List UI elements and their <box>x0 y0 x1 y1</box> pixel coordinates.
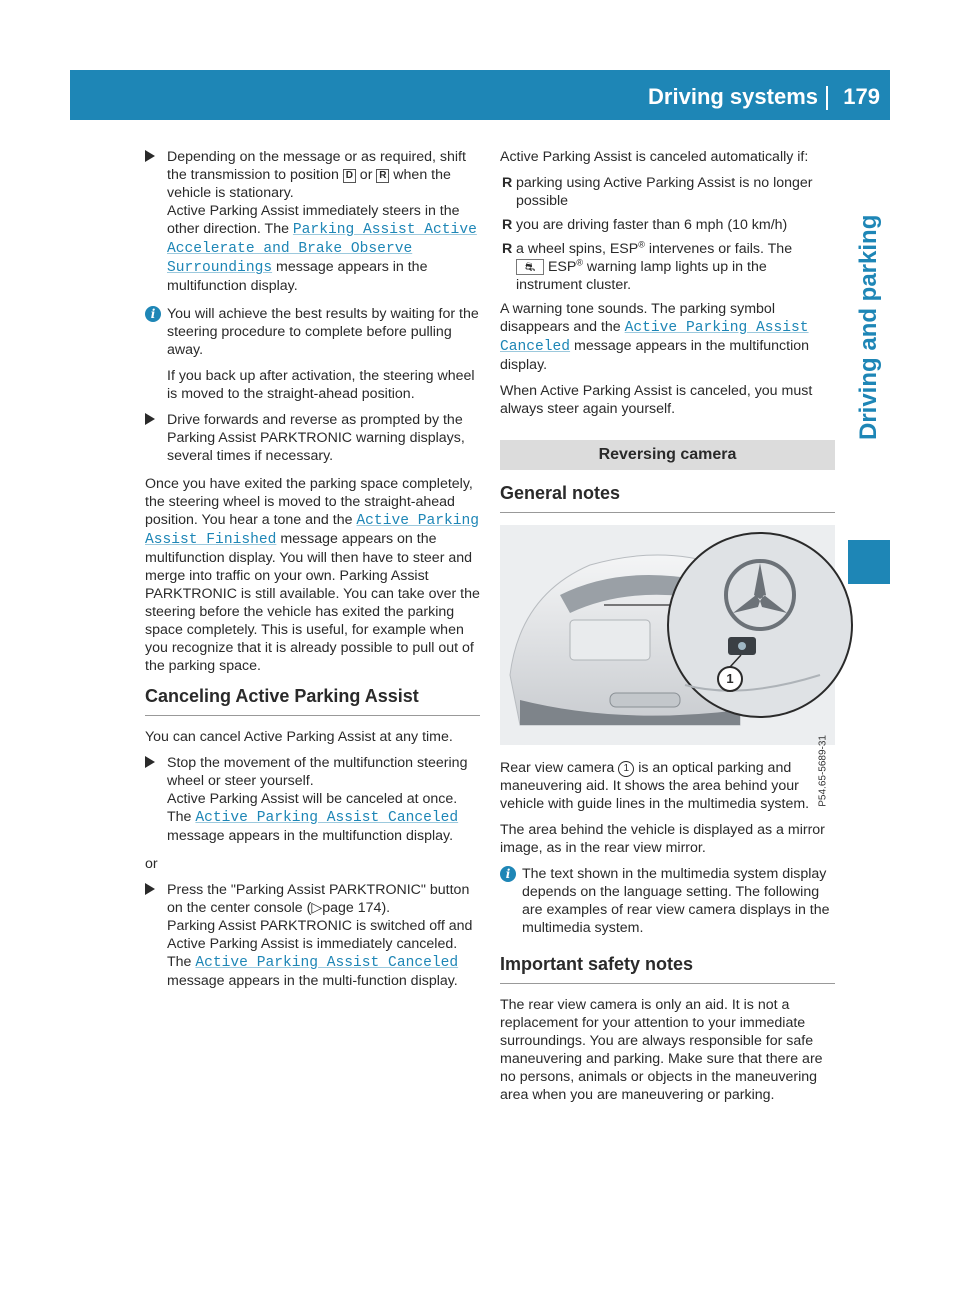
display-message: Active Parking Assist Finished <box>145 513 480 548</box>
step-arrow-icon <box>145 756 155 768</box>
display-message: Parking Assist Active Accelerate and Brake Observe Surroundings <box>167 222 477 276</box>
gear-d-icon: D <box>343 169 356 183</box>
page-header <box>70 70 890 120</box>
display-message: Active Parking Assist Canceled <box>500 320 809 355</box>
image-code: P54.65-5689-31 <box>818 735 829 807</box>
side-tab-label: Driving and parking <box>855 214 882 440</box>
step-arrow-icon <box>145 883 155 895</box>
car-rear-drawing <box>500 525 835 745</box>
section-heading: General notes <box>500 484 835 513</box>
side-tab <box>848 120 890 600</box>
instruction-step: Drive forwards and reverse as prompted by the Parking Assist PARKTRONIC warning displays, several times if necessary. <box>145 411 480 465</box>
paragraph: A warning tone sounds. The parking symbol disappears and the Active Parking Assist Canceled message appears in the multifunction display. <box>500 301 810 373</box>
info-note: i You will achieve the best results by waiting for the steering procedure to complete before pulling away. If you back up after activation, the steering wheel is moved to the straight-ahead position. <box>145 305 480 403</box>
paragraph: Rear view camera 1 is an optical parking and maneuvering aid. It shows the area behind your vehicle with guide lines in the multimedia system. <box>500 760 810 812</box>
paragraph: When Active Parking Assist is canceled, you must always steer again yourself. <box>500 383 813 417</box>
section-heading: Canceling Active Parking Assist <box>145 687 480 716</box>
info-note: i The text shown in the multimedia system display depends on the language setting. The following are examples of rear view camera displays in the multimedia system. <box>500 865 835 937</box>
instruction-step: Depending on the message or as required, shift the transmission to position D or R when the vehicle is stationary. Active Parking Assist immediately steers in the other direction. The Parking Assist Active Accelerate and Brake Observe Surroundings message appears in the multifunction display. <box>145 148 480 295</box>
paragraph: The area behind the vehicle is displayed as a mirror image, as in the rear view mirror. <box>500 822 825 856</box>
step-arrow-icon <box>145 413 155 425</box>
info-icon: i <box>145 306 161 322</box>
chapter-banner: Reversing camera <box>500 440 835 470</box>
section-heading: Important safety notes <box>500 955 835 984</box>
left-column <box>145 148 480 1000</box>
paragraph: The rear view camera is only an aid. It is not a replacement for your attention to your immediate surroundings. You are always responsible for safe maneuvering and parking. Make sure that there are no persons, animals or objects in the maneuvering area when you are maneuvering or parking. <box>500 997 823 1103</box>
side-tab-marker <box>848 540 890 584</box>
instruction-step: Stop the movement of the multifunction steering wheel or steer yourself. Active Parking Assist will be canceled at once. The Active Parking Assist Canceled message appears in the multifunction display. <box>145 754 480 845</box>
page-number: 179 <box>843 84 880 109</box>
callout-number: 1 <box>726 671 734 686</box>
step-arrow-icon <box>145 150 155 162</box>
paragraph: Once you have exited the parking space completely, the steering wheel is moved to the straight-ahead position. You hear a tone and the Active Parking Assist Finished message appears on the multifunction display. You will then have to steer and merge into traffic on your own. Parking Assist PARKTRONIC is still available. You can take over the steering before the vehicle has exited the parking space completely. This is useful, for example when you recognize that it is already possible to pull out of the parking space. <box>145 476 480 674</box>
header-title: Driving systems <box>648 84 818 109</box>
header-divider <box>826 86 828 110</box>
info-icon: i <box>500 866 516 882</box>
gear-r-icon: R <box>376 169 389 183</box>
list-item: R a wheel spins, ESP® intervenes or fails. The ⛐ ESP® warning lamp lights up in the instrument cluster. <box>502 239 793 293</box>
list-item: R parking using Active Parking Assist is no longer possible <box>502 175 813 209</box>
esp-warning-lamp-icon: ⛐ <box>516 259 544 275</box>
list-item: R you are driving faster than 6 mph (10 km/h) <box>502 217 788 233</box>
callout-reference: 1 <box>618 761 634 777</box>
paragraph: You can cancel Active Parking Assist at any time. <box>145 729 453 745</box>
display-message: Active Parking Assist Canceled <box>195 810 459 826</box>
display-message: Active Parking Assist Canceled <box>195 955 459 971</box>
or-label: or <box>145 856 158 872</box>
paragraph: Active Parking Assist is canceled automatically if: <box>500 149 809 165</box>
page-reference-link[interactable]: page 174 <box>322 900 382 916</box>
instruction-step: Press the "Parking Assist PARKTRONIC" button on the center console (▷page 174). Parking Assist PARKTRONIC is switched off and Active Parking Assist is immediately canceled. The Active Parking Assist Canceled message appears in the multi-function display. <box>145 881 480 990</box>
page-ref-arrow-icon: ▷ <box>311 900 323 916</box>
right-column <box>500 148 835 1112</box>
